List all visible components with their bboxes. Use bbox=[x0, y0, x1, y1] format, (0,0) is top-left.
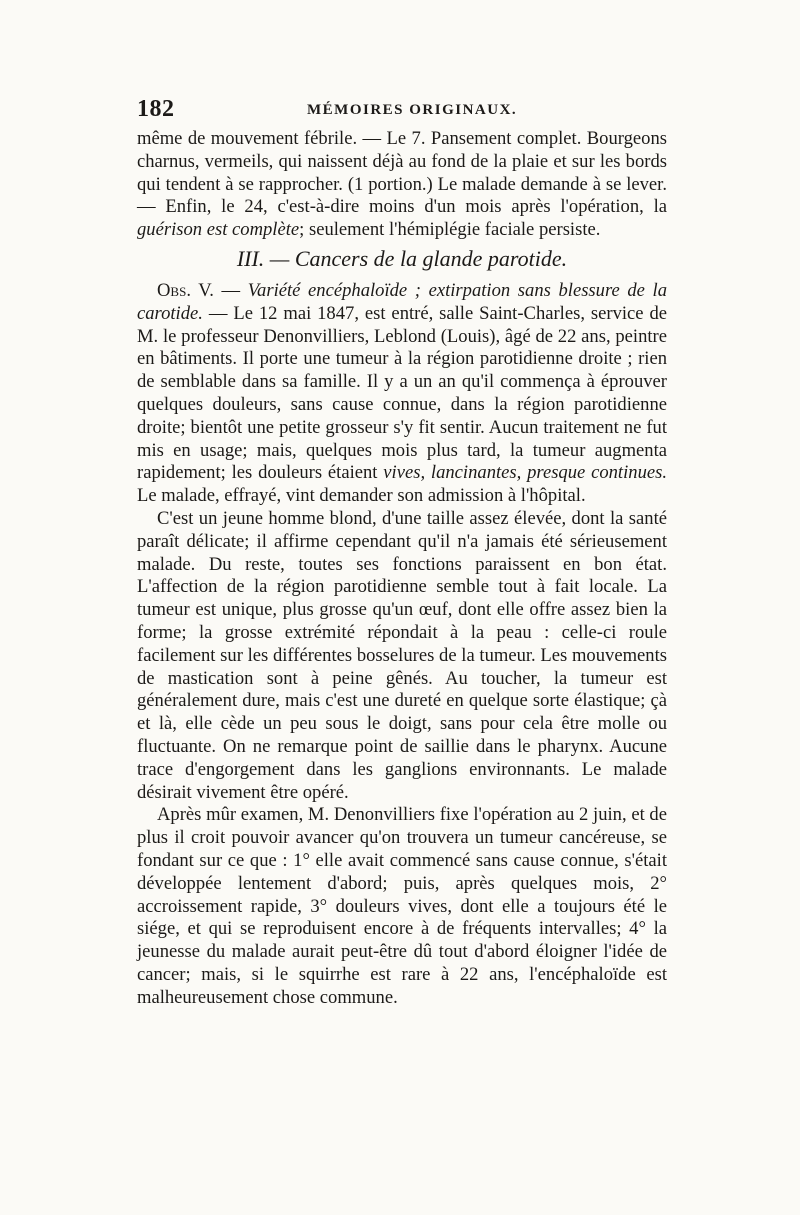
body-text bbox=[137, 128, 667, 1009]
observation-text-a: — Le 12 mai 1847, est entré, salle Saint-Charles, service de M. le professeur Denonvilliers, Leblond (Louis), âgé de 22 ans, peintre en bâtiments. Il porte une tumeur à la région parotidienne droite ; rien de semblable dans sa famille. Il y a un an qu'il commença à éprouver quelques douleurs, sans cause connue, dans la région parotidienne droite; bientôt une petite grosseur s'y fit sentir. Aucun traitement ne fut mis en usage; mais, quelques mois plus tard, la tumeur augmenta rapidement; les douleurs étaient bbox=[137, 302, 667, 484]
observation-text-b: Le malade, effrayé, vint demander son admission à l'hôpital. bbox=[137, 485, 586, 507]
paragraph-1-italic: guérison est complète bbox=[137, 219, 300, 241]
paragraph-3: C'est un jeune homme blond, d'une taille assez élevée, dont la santé paraît délicate; il affirme cependant qu'il n'a jamais été sérieusement malade. Du reste, toutes ses fonctions paraissent en bon état. L'affection de la région parotidienne semble tout à fait locale. La tumeur est unique, plus grosse qu'un œuf, dont elle offre assez bien la forme; la grosse extrémité répondait à la peau : celle-ci roule facilement sur les différentes bosselures de la tumeur. Les mouvements de mastication sont à peine gênés. Au toucher, la tumeur est généralement dure, mais c'est une dureté en quelque sorte élastique; çà et là, elle cède un peu sous le doigt, sans pour cela être molle ou fluctuante. On ne remarque point de saillie dans le pharynx. Aucune trace d'engorgement dans les ganglions environnants. Le malade désirait vivement être opéré. bbox=[137, 507, 667, 803]
observation-italic: vives, lancinantes, presque continues. bbox=[383, 462, 667, 484]
section-heading: III. — Cancers de la glande parotide. bbox=[236, 245, 568, 271]
observation-paragraph bbox=[137, 280, 667, 508]
observation-label: Obs. V. bbox=[157, 279, 214, 301]
paragraph-1-text-a: même de mouvement fébrile. — Le 7. Pansement complet. Bourgeons charnus, vermeils, qui naissent déjà au fond de la plaie et sur les bords qui tendent à se rapprocher. (1 portion.) Le malade demande à se lever. — Enfin, le 24, c'est-à-dire moins d'un mois après l'opération, la bbox=[137, 128, 667, 218]
observation-title: Variété encéphaloïde ; extirpation sans blessure de la carotide. bbox=[137, 279, 668, 324]
page-number: 182 bbox=[137, 96, 175, 122]
running-head: MÉMOIRES ORIGINAUX. bbox=[307, 102, 518, 118]
paragraph-1-text-b: ; seulement l'hémiplégie faciale persiste. bbox=[299, 219, 601, 241]
page-header bbox=[137, 96, 667, 126]
observation-separator: — bbox=[213, 279, 248, 301]
paragraph-4: Après mûr examen, M. Denonvilliers fixe l'opération au 2 juin, et de plus il croit pouvoir avancer qu'on trouvera un tumeur cancéreuse, se fondant sur ce que : 1° elle avait commencé sans cause connue, s'était développée lentement d'abord; puis, après quelques mois, 2° accroissement rapide, 3° douleurs vives, dont elle a toujours été le siége, et qui se reproduisent encore à de fréquents intervalles; 4° la jeunesse du malade aurait peut-être dû tout d'abord éloigner l'idée de cancer; mais, si le squirrhe est rare à 22 ans, l'encéphaloïde est malheureusement chose commune. bbox=[137, 804, 667, 1008]
paragraph-1 bbox=[137, 128, 667, 242]
